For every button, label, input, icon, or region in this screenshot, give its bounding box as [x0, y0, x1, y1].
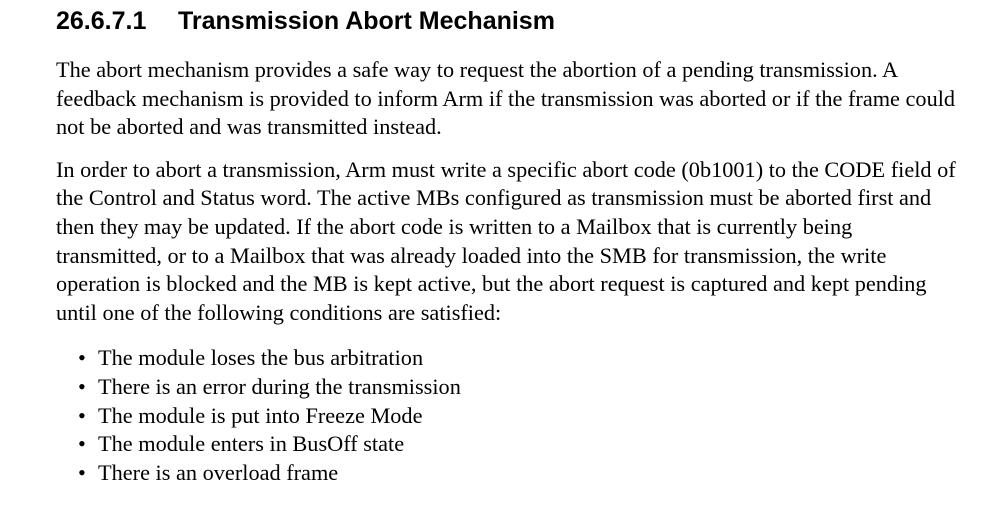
list-item — [56, 430, 956, 459]
section-heading — [56, 4, 956, 38]
list-item-text: The module is put into Freeze Mode — [98, 402, 423, 428]
bullet-icon: • — [78, 459, 86, 485]
bullet-icon: • — [78, 402, 86, 428]
section-title: Transmission Abort Mechanism — [178, 7, 555, 35]
list-item-text: The module enters in BusOff state — [98, 431, 405, 457]
abort-conditions-list — [56, 344, 956, 487]
bullet-icon: • — [78, 373, 86, 399]
list-item-text: There is an overload frame — [98, 459, 339, 485]
document-page — [56, 4, 956, 487]
section-number: 26.6.7.1 — [56, 7, 147, 35]
list-item — [56, 373, 956, 402]
list-item-text: The module loses the bus arbitration — [98, 345, 424, 371]
bullet-icon: • — [78, 431, 86, 457]
paragraph-abort-procedure: In order to abort a transmission, Arm must write a specific abort code (0b1001) to the CODE field of the Control and Status word. The active MBs configured as transmission must be aborted first and then they may be updated. If the abort code is written to a Mailbox that is currently being transmitted, or to a Mailbox that was already loaded into the SMB for transmission, the write operation is blocked and the MB is kept active, but the abort request is captured and kept pending until one of the following conditions are satisfied: — [56, 156, 956, 325]
list-item — [56, 344, 956, 373]
list-item — [56, 402, 956, 431]
paragraph-abort-overview: The abort mechanism provides a safe way to request the abortion of a pending transmission. A feedback mechanism is provided to inform Arm if the transmission was aborted or if the frame could not be aborted and was transmitted instead. — [56, 57, 956, 140]
list-item-text: There is an error during the transmission — [98, 373, 461, 399]
bullet-icon: • — [78, 345, 86, 371]
list-item — [56, 459, 956, 488]
